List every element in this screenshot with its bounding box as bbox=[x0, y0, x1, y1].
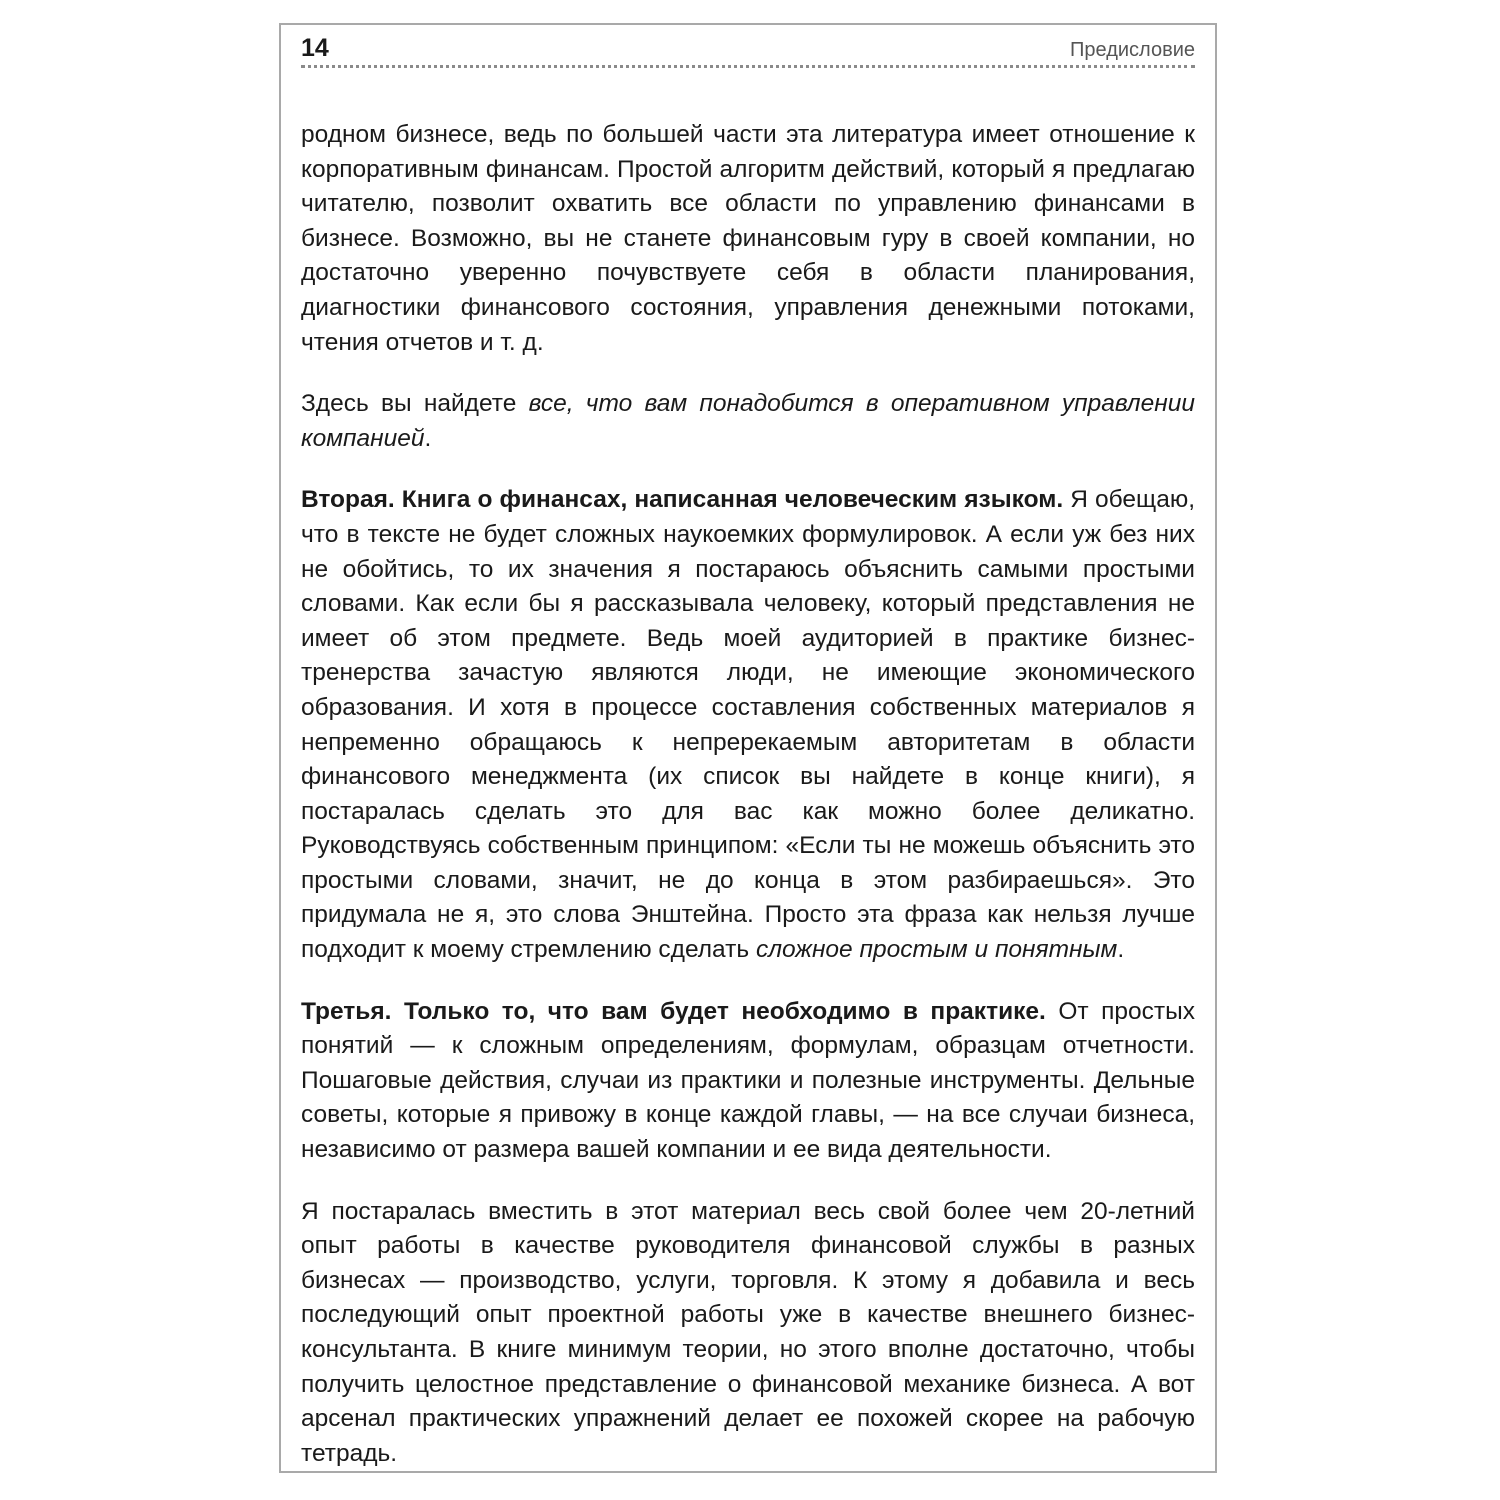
book-page bbox=[279, 23, 1217, 1473]
paragraph-text: . bbox=[424, 424, 432, 452]
paragraph-continuation bbox=[301, 118, 1195, 360]
paragraph-text: родном бизнесе, ведь по большей части эта литература имеет отношение к корпоративным финансам. Простой алгоритм действий, который я предлагаю читателю, позволит охватить все области по управлению финансами в бизнесе. Возможно, вы не станете финансовым гуру в своей компании, но достаточно уверенно почувствуете себя в области планирования, диагностики финансового состояния, управления денежными потоками, чтения отчетов и т. д. bbox=[301, 121, 1195, 356]
running-title: Предисловие bbox=[1070, 39, 1195, 61]
header-divider bbox=[301, 65, 1195, 68]
paragraph-text: Здесь вы найдете bbox=[301, 390, 529, 418]
paragraph-lead-heading: Вторая. Книга о финансах, написанная человеческим языком. bbox=[301, 486, 1064, 514]
page-body bbox=[301, 118, 1195, 1471]
paragraph-third-feature bbox=[301, 995, 1195, 1168]
paragraph-text: От простых понятий — к сложным определениям, формулам, образцам отчетности. Пошаговые действия, случаи из практики и полезные инструменты. Дельные советы, которые я привожу в конце каждой главы, — на все случаи бизнеса, независимо от размера вашей компании и ее вида деятельности. bbox=[301, 997, 1195, 1164]
paragraph-text: . bbox=[1117, 936, 1125, 964]
paragraph-text: Я обещаю, что в тексте не будет сложных наукоемких формулировок. А если уж без них не обойтись, то их значения я постараюсь объяснить самыми простыми словами. Как если бы я рассказывала человеку, который представления не имеет об этом предмете. Ведь моей аудиторией в практике бизнес-тренерства зачастую являются люди, не имеющие экономического образования. И хотя в процессе составления собственных материалов я непременно обращаюсь к непререкаемым авторитетам в области финансового менеджмента (их список вы найдете в конце книги), я постаралась сделать это для вас как можно более деликатно. Руководствуясь собственным принципом: «Если ты не можешь объяснить это простыми словами, значит, не до конца в этом разбираешься». Это придумала не я, это слова Энштейна. Просто эта фраза как нельзя лучше подходит к моему стремлению сделать bbox=[301, 486, 1195, 964]
paragraph-second-feature bbox=[301, 483, 1195, 967]
paragraph-lead-heading: Третья. Только то, что вам будет необходимо в практике. bbox=[301, 997, 1046, 1025]
page-header bbox=[301, 33, 1195, 67]
emphasis-text: все, что вам понадобится в оперативном управлении компанией bbox=[301, 390, 1195, 452]
emphasis-text: сложное простым и понятным bbox=[755, 936, 1118, 964]
page-number: 14 bbox=[301, 34, 329, 62]
paragraph-text: Я постаралась вместить в этот материал весь свой более чем 20-летний опыт работы в качестве руководителя финансовой службы в разных бизнесах — производство, услуги, торговля. К этому я добавила и весь последующий опыт проектной работы уже в качестве внешнего бизнес-консультанта. В книге минимум теории, но этого вполне достаточно, чтобы получить целостное представление о финансовой механике бизнеса. А вот арсенал практических упражнений делает ее похожей скорее на рабочую тетрадь. bbox=[301, 1197, 1195, 1467]
paragraph-experience bbox=[301, 1195, 1195, 1472]
paragraph-here-you-find bbox=[301, 387, 1195, 456]
